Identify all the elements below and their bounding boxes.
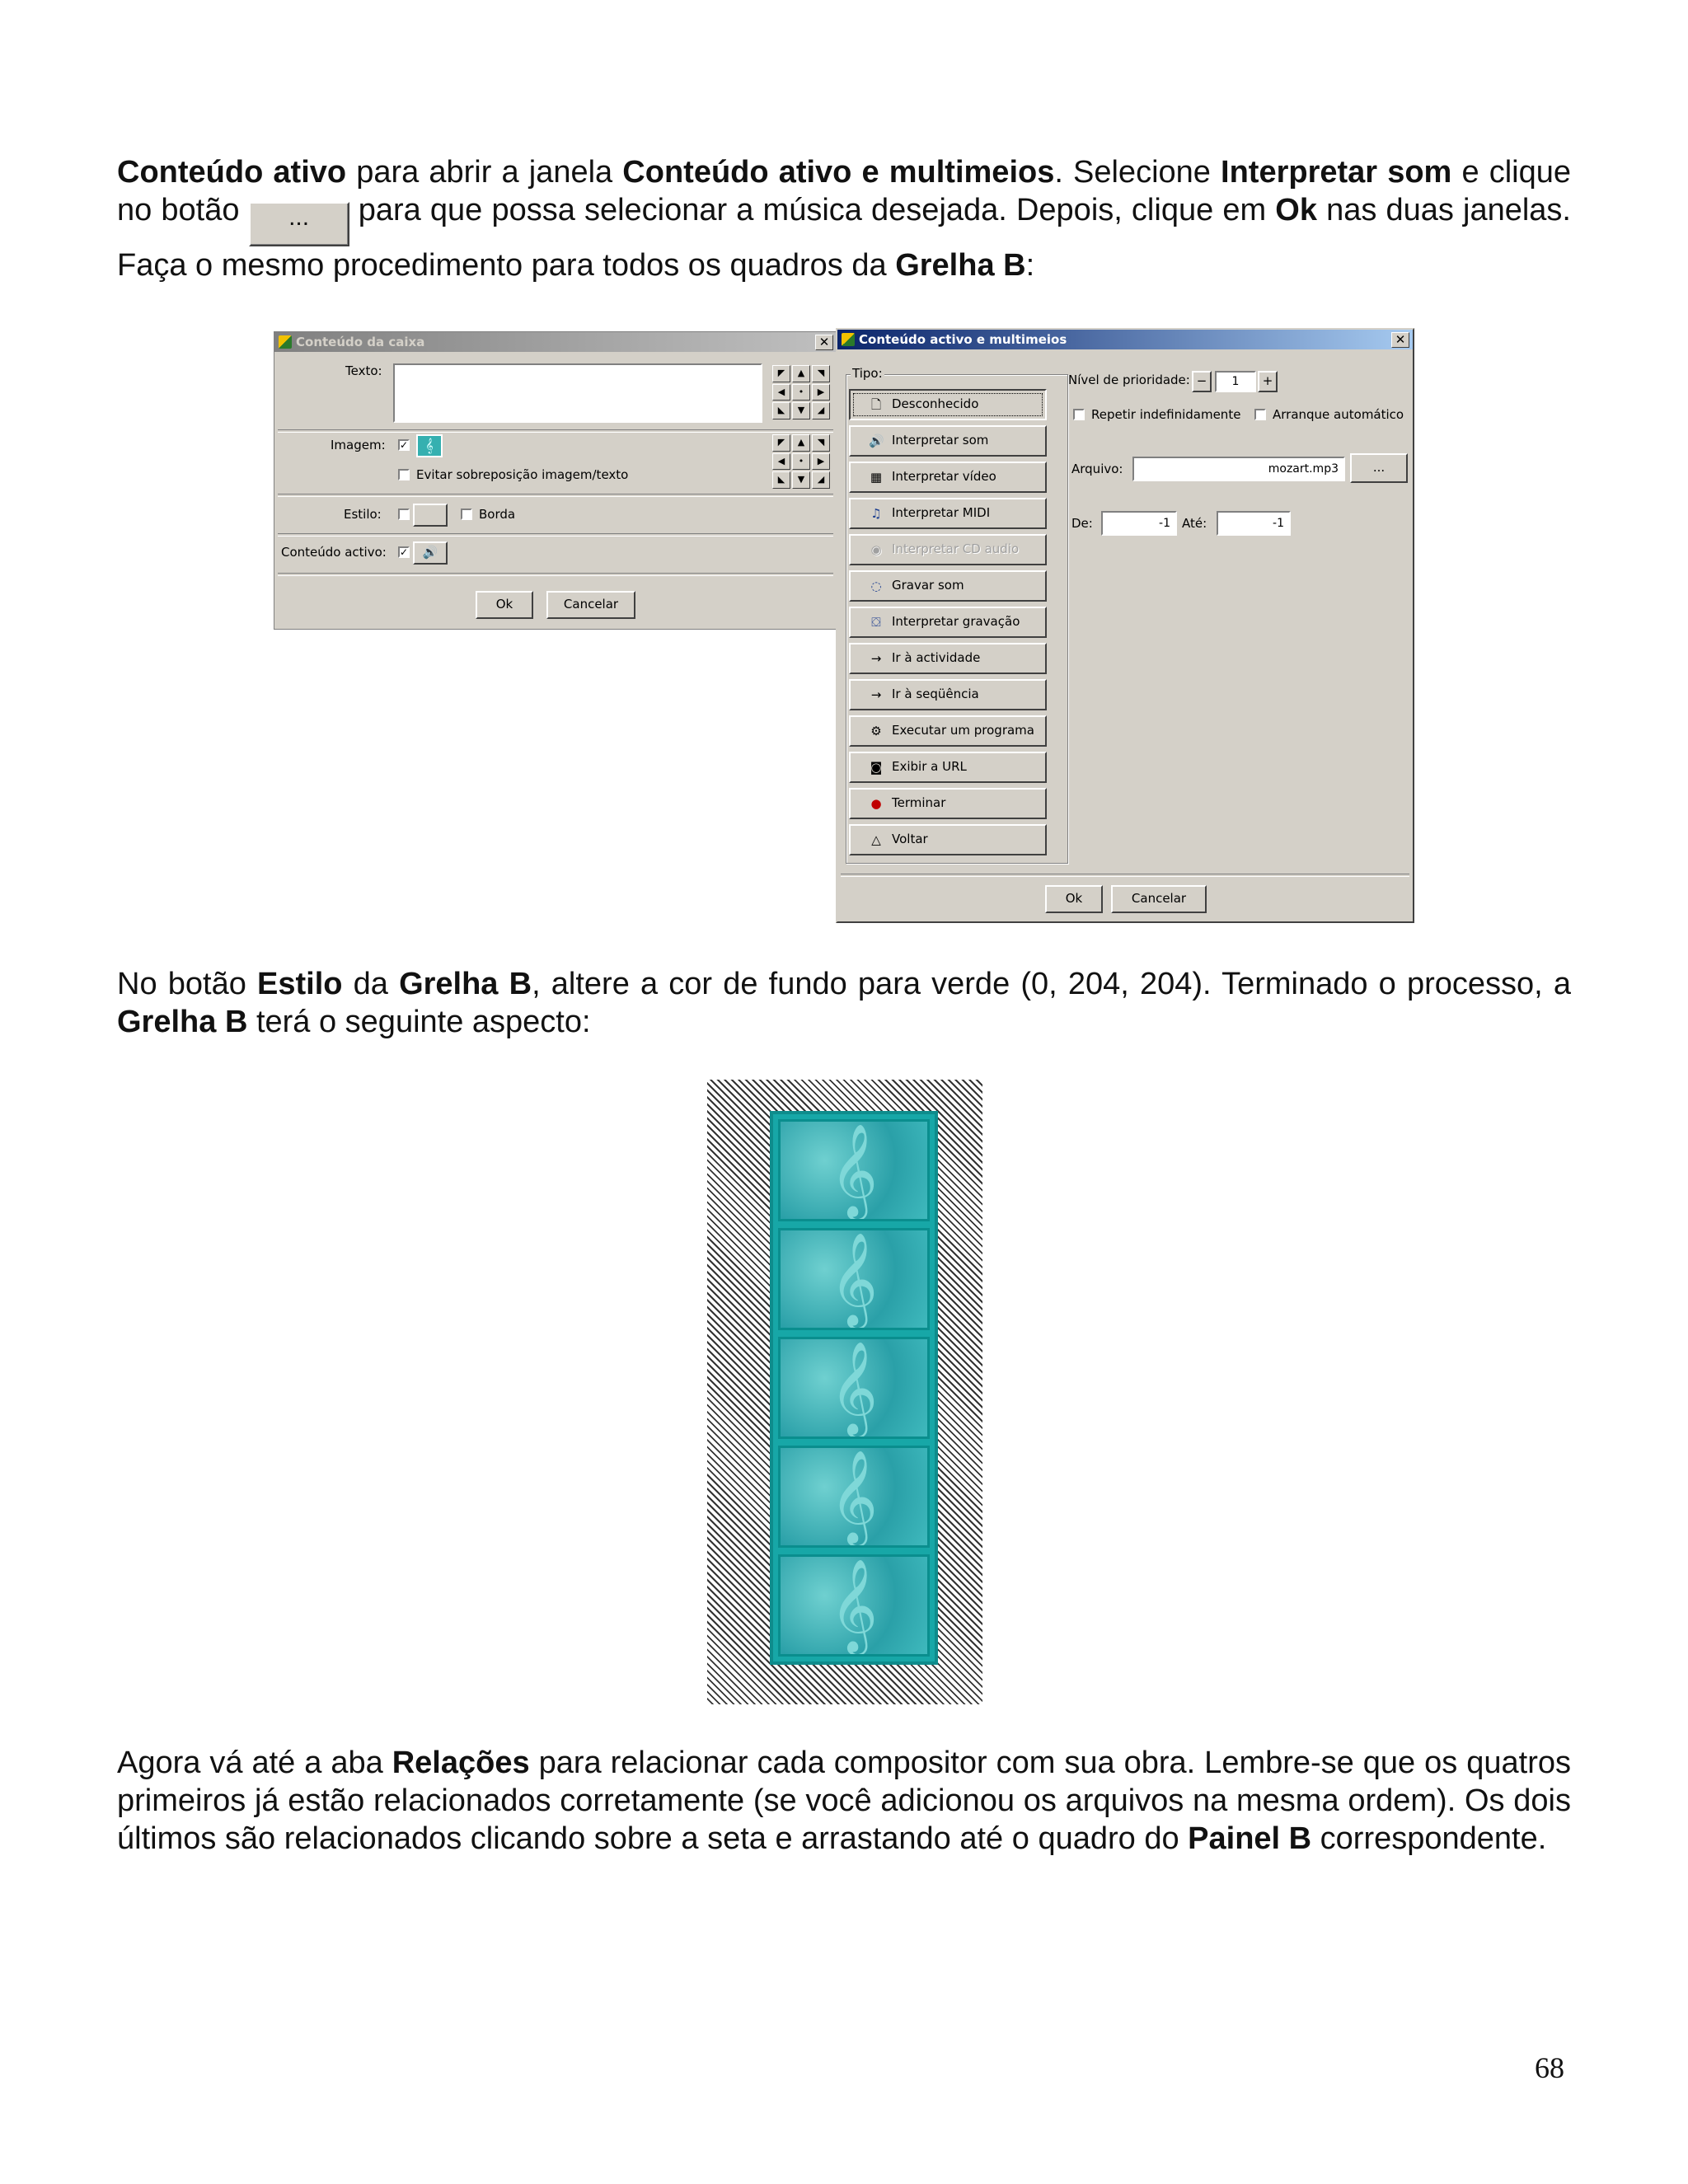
tipo-button[interactable] [849, 607, 1047, 638]
de-label: De: [1071, 516, 1093, 531]
texto-label: Texto: [345, 363, 382, 378]
treble-clef-icon: 𝄞 [830, 1558, 878, 1652]
decrease-priority-button[interactable]: − [1192, 371, 1212, 392]
grid-cell [778, 1228, 930, 1330]
tipo-icon: → [870, 651, 882, 666]
speaker-icon[interactable]: 🔊 [413, 541, 448, 565]
cancel-button[interactable]: Cancelar [546, 591, 635, 619]
text: . Selecione [1054, 155, 1221, 190]
borda-checkbox[interactable] [461, 509, 472, 520]
tipo-icon: ▦ [870, 470, 883, 485]
align-top-icon[interactable]: ▲ [792, 365, 810, 382]
dialog-title-bar [274, 332, 837, 352]
tipo-label: Interpretar MIDI [892, 505, 991, 520]
tipo-button[interactable] [849, 788, 1047, 819]
tipo-icon: ◙ [870, 760, 883, 775]
browse-button-illustration: ... [249, 202, 349, 246]
term-relacoes: Relações [392, 1746, 530, 1780]
term-interpretar-som: Interpretar som [1221, 155, 1452, 190]
arranque-label: Arranque automático [1273, 407, 1404, 422]
text: para relacionar cada compositor com sua obra. Lembre-se que os quatros primeiros já estão relacionados corretamente (se você adicionou os arquivos na mesma ordem). Os dois últimos são relacionados clicando sobre a seta e arrastando até o quadro do [117, 1746, 1571, 1856]
divider [278, 429, 833, 433]
tipo-button[interactable] [849, 534, 1047, 565]
close-icon[interactable]: ✕ [1391, 332, 1409, 348]
tipo-label: Executar um programa [892, 723, 1034, 738]
align-left-icon[interactable]: ◀ [772, 453, 790, 471]
tipo-button[interactable] [849, 462, 1047, 493]
divider [278, 573, 833, 576]
estilo-checkbox[interactable] [398, 509, 410, 520]
tipo-button[interactable] [849, 643, 1047, 674]
align-bottom-left-icon[interactable]: ◣ [772, 471, 790, 489]
tipo-label: Interpretar vídeo [892, 469, 996, 484]
tipo-icon: ◌ [870, 579, 882, 593]
increase-priority-button[interactable]: + [1258, 371, 1278, 392]
evitar-checkbox[interactable] [398, 469, 410, 480]
align-bottom-icon[interactable]: ▼ [792, 402, 810, 419]
texto-input[interactable] [393, 363, 762, 423]
align-right-icon[interactable]: ▶ [812, 453, 830, 471]
tipo-button[interactable] [849, 824, 1047, 855]
grelha-b-grid [770, 1111, 938, 1665]
align-top-right-icon[interactable]: ◥ [812, 434, 830, 452]
grid-cell [778, 1337, 930, 1439]
grid-cell [778, 1446, 930, 1548]
tipo-button[interactable] [849, 715, 1047, 747]
arquivo-input[interactable]: mozart.mp3 [1132, 457, 1345, 481]
tipo-label: Tipo: [852, 366, 883, 381]
tipo-button[interactable] [849, 679, 1047, 710]
treble-clef-icon: 𝄞 [830, 1123, 878, 1217]
tipo-button[interactable] [849, 425, 1047, 457]
repetir-checkbox[interactable] [1073, 409, 1085, 420]
term-grelha-b: Grelha B [399, 967, 532, 1001]
treble-clef-icon: 𝄞 [830, 1341, 878, 1435]
text: Agora vá até a aba [117, 1746, 392, 1780]
tipo-icon: ⛋ [871, 615, 881, 630]
tipo-label: Ir à seqüência [892, 687, 979, 701]
text: e clique no botão [117, 155, 1571, 227]
align-top-icon[interactable]: ▲ [792, 434, 810, 452]
align-bottom-right-icon[interactable]: ◢ [812, 402, 830, 419]
tipo-label: Ir à actividade [892, 650, 981, 665]
treble-clef-icon: 𝄞 [830, 1450, 878, 1544]
align-center-icon[interactable]: • [792, 384, 810, 401]
align-bottom-right-icon[interactable]: ◢ [812, 471, 830, 489]
tipo-label: Voltar [892, 832, 928, 846]
tipo-icon: → [870, 687, 882, 702]
divider [278, 494, 833, 497]
term-conteudo-ativo: Conteúdo ativo [117, 155, 347, 190]
ate-input[interactable]: -1 [1217, 511, 1291, 536]
tipo-icon: ♫ [870, 506, 882, 521]
evitar-label: Evitar sobreposição imagem/texto [416, 467, 629, 482]
close-icon[interactable]: ✕ [815, 335, 833, 350]
text: da [342, 967, 400, 1001]
tipo-button[interactable] [849, 498, 1047, 529]
term-estilo: Estilo [257, 967, 343, 1001]
dialog-title: Conteúdo activo e multimeios [859, 332, 1067, 347]
text: No botão [117, 967, 257, 1001]
image-alignment-grid[interactable] [772, 434, 830, 489]
tipo-icon: △ [871, 832, 881, 847]
paragraph-intro [117, 153, 1571, 284]
treble-clef-icon: 𝄞 [830, 1232, 878, 1326]
cancel-button[interactable]: Cancelar [1111, 885, 1207, 913]
text: correspondente. [1311, 1821, 1547, 1856]
tipo-label: Exibir a URL [892, 759, 967, 774]
ok-button[interactable]: Ok [1045, 885, 1103, 913]
term-grelha-b: Grelha B [895, 248, 1026, 283]
tipo-icon: ◉ [870, 542, 882, 557]
imagem-label: Imagem: [331, 438, 386, 452]
text-alignment-grid[interactable] [772, 365, 830, 419]
term-ok: Ok [1275, 193, 1317, 227]
align-top-left-icon[interactable]: ◤ [772, 434, 790, 452]
align-center-icon[interactable]: • [792, 453, 810, 471]
page-number: 68 [1535, 2051, 1564, 2084]
tipo-button[interactable] [849, 752, 1047, 783]
arquivo-label: Arquivo: [1071, 462, 1123, 476]
term-painel-b: Painel B [1188, 1821, 1312, 1856]
tipo-button[interactable] [849, 570, 1047, 602]
dialog-title-bar [837, 330, 1413, 349]
term-grelha-b: Grelha B [117, 1005, 248, 1039]
borda-label: Borda [479, 507, 516, 522]
browse-button[interactable]: ... [1350, 453, 1408, 483]
prioridade-label: Nível de prioridade: [1068, 373, 1190, 387]
app-icon [842, 333, 855, 346]
conteudo-activo-checkbox[interactable]: ✓ [400, 546, 409, 558]
tipo-icon: 🗋 [870, 397, 882, 412]
image-thumbnail-icon[interactable]: 𝄞 [416, 434, 443, 457]
de-input[interactable]: -1 [1101, 511, 1177, 536]
align-bottom-icon[interactable]: ▼ [792, 471, 810, 489]
text: , altere a cor de fundo para verde (0, 204, 204). Terminado o processo, a [532, 967, 1571, 1001]
align-bottom-left-icon[interactable]: ◣ [772, 402, 790, 419]
paragraph-estilo [117, 965, 1571, 1041]
tipo-button[interactable] [849, 389, 1047, 420]
dialog-conteudo-activo-multimeios [836, 328, 1414, 923]
text: nas duas janelas. Faça o mesmo procedimento para todos os quadros da [117, 193, 1571, 283]
text: para abrir a janela [346, 155, 623, 190]
dialog-title: Conteúdo da caixa [296, 335, 425, 349]
align-left-icon[interactable]: ◀ [772, 384, 790, 401]
term-window-name: Conteúdo ativo e multimeios [622, 155, 1055, 190]
imagem-checkbox[interactable]: ✓ [400, 439, 409, 451]
estilo-label: Estilo: [344, 507, 382, 522]
tipo-label: Gravar som [892, 578, 964, 593]
tipo-label: Interpretar gravação [892, 614, 1020, 629]
conteudo-activo-label: Conteúdo activo: [281, 545, 387, 560]
arranque-checkbox[interactable] [1254, 409, 1266, 420]
align-top-right-icon[interactable]: ◥ [812, 365, 830, 382]
tipo-label: Interpretar CD audio [892, 541, 1020, 556]
paragraph-relacoes [117, 1744, 1571, 1858]
divider [278, 533, 833, 537]
tipo-label: Desconhecido [892, 396, 979, 411]
estilo-button[interactable] [413, 504, 448, 527]
tipo-icon: 🔊 [869, 434, 884, 448]
tipo-label: Interpretar som [892, 433, 989, 448]
app-icon [279, 335, 292, 349]
ate-label: Até: [1182, 516, 1207, 531]
align-top-left-icon[interactable]: ◤ [772, 365, 790, 382]
dialog-conteudo-da-caixa [274, 331, 837, 630]
text: : [1025, 248, 1035, 283]
repetir-label: Repetir indefinidamente [1091, 407, 1241, 422]
text: terá o seguinte aspecto: [247, 1005, 591, 1039]
tipo-icon: ⚙ [870, 724, 882, 738]
tipo-label: Terminar [892, 795, 946, 810]
prioridade-input[interactable]: 1 [1215, 371, 1256, 392]
divider [841, 874, 1409, 877]
align-right-icon[interactable]: ▶ [812, 384, 830, 401]
ok-button[interactable]: Ok [476, 591, 533, 619]
tipo-icon: ● [870, 796, 882, 811]
text: para que possa selecionar a música desejada. Depois, clique em [349, 193, 1276, 227]
grid-cell [778, 1554, 930, 1657]
grid-cell [778, 1119, 930, 1221]
